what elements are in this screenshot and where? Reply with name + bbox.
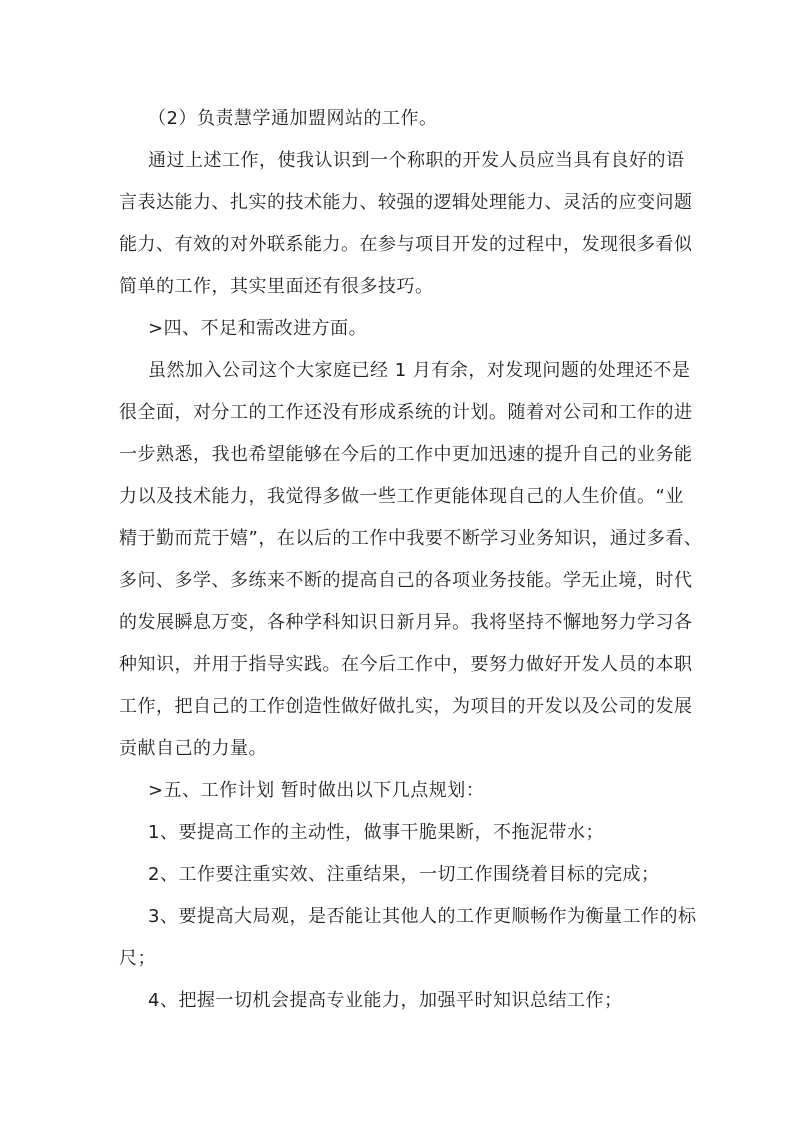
paragraph-reflection-line-1: 虽然加入公司这个大家庭已经 1 月有余，对发现问题的处理还不是: [148, 360, 691, 381]
paragraph-reflection-line-3: 一步熟悉，我也希望能够在今后的工作中更加迅速的提升自己的业务能: [119, 444, 693, 465]
section-heading-work-plan: >五、工作计划 暂时做出以下几点规划：: [148, 780, 485, 801]
paragraph-summary-line-1: 通过上述工作，使我认识到一个称职的开发人员应当具有良好的语: [148, 150, 685, 171]
plan-item-4: 4、把握一切机会提高专业能力，加强平时知识总结工作；: [148, 990, 623, 1011]
paragraph-summary-line-3: 能力、有效的对外联系能力。在参与项目开发的过程中，发现很多看似: [119, 234, 693, 255]
paragraph-reflection-line-2: 很全面，对分工的工作还没有形成系统的计划。随着对公司和工作的进: [119, 402, 693, 423]
plan-item-3-line-2: 尺；: [119, 948, 156, 969]
paragraph-reflection-line-5: 精于勤而荒于嬉”，在以后的工作中我要不断学习业务知识，通过多看、: [119, 528, 703, 549]
plan-item-2: 2、工作要注重实效、注重结果，一切工作围绕着目标的完成；: [148, 864, 660, 885]
section-heading-shortcomings: >四、不足和需改进方面。: [148, 318, 368, 339]
paragraph-reflection-line-10: 贡献自己的力量。: [119, 738, 267, 759]
paragraph-summary-line-2: 言表达能力、扎实的技术能力、较强的逻辑处理能力、灵活的应变问题: [119, 192, 693, 213]
plan-item-3-line-1: 3、要提高大局观，是否能让其他人的工作更顺畅作为衡量工作的标: [148, 906, 697, 927]
paragraph-reflection-line-7: 的发展瞬息万变，各种学科知识日新月异。我将坚持不懈地努力学习各: [119, 612, 693, 633]
paragraph-reflection-line-8: 种知识，并用于指导实践。在今后工作中，要努力做好开发人员的本职: [119, 654, 693, 675]
plan-item-1: 1、要提高工作的主动性，做事干脆果断，不拖泥带水；: [148, 822, 604, 843]
paragraph-summary-line-4: 简单的工作，其实里面还有很多技巧。: [119, 276, 434, 297]
paragraph-reflection-line-9: 工作，把自己的工作创造性做好做扎实，为项目的开发以及公司的发展: [119, 696, 693, 717]
paragraph-reflection-line-4: 力以及技术能力，我觉得多做一些工作更能体现自己的人生价值。“业: [119, 486, 684, 507]
item-2-website-duty: （2）负责慧学通加盟网站的工作。: [148, 108, 438, 129]
paragraph-reflection-line-6: 多问、多学、多练来不断的提高自己的各项业务技能。学无止境，时代: [119, 570, 693, 591]
